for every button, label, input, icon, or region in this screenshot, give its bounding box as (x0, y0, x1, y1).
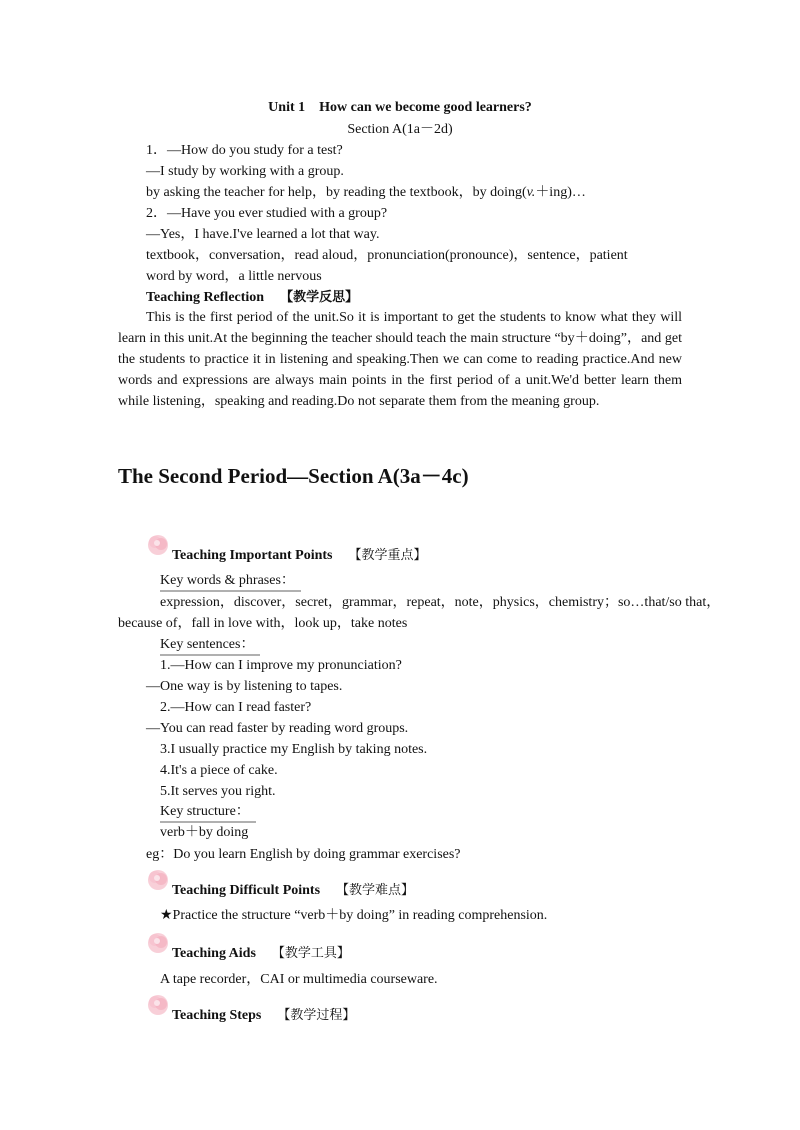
difficult-points-title: Teaching Difficult Points (172, 883, 321, 898)
key-words-line2: because of，fall in love with，look up，take notes (118, 616, 408, 631)
sentence-4: 4.It's a piece of cake. (160, 763, 278, 778)
aids-text: A tape recorder，CAI or multimedia courseware. (160, 972, 438, 987)
steps-cn: 【教学过程】 (277, 1008, 356, 1023)
difficult-points-cn: 【教学难点】 (336, 883, 415, 898)
part1-extra-pre: by asking the teacher for help，by reading the textbook，by doing( (146, 185, 527, 200)
key-sentences-label: Key sentences： (160, 636, 260, 656)
part2-answer: —Yes，I have.I've learned a lot that way. (146, 227, 380, 242)
unit-title: Unit 1 How can we become good learners? (268, 100, 532, 115)
important-points-heading (172, 547, 427, 565)
reflection-heading (146, 289, 358, 307)
difficult-points-text: ★Practice the structure “verb＋by doing” in reading comprehension. (160, 908, 548, 923)
key-structure-label: Key structure： (160, 803, 256, 823)
flower-bullet-icon (146, 868, 170, 892)
steps-heading (172, 1007, 355, 1025)
reflection-cn: 【教学反思】 (280, 290, 359, 305)
important-points-cn: 【教学重点】 (348, 548, 427, 563)
reflection-title: Teaching Reflection (146, 290, 265, 305)
part1-extra-italic: v. (526, 185, 536, 200)
part2-question: 2．—Have you ever studied with a group? (146, 206, 388, 221)
key-structure: verb＋by doing (160, 825, 249, 840)
sentence-2-question: 2.—How can I read faster? (160, 700, 312, 715)
sentence-2-answer: —You can read faster by reading word groups. (146, 721, 409, 736)
aids-heading (172, 945, 350, 963)
sentence-3: 3.I usually practice my English by taking notes. (160, 742, 428, 757)
sentence-1-answer: —One way is by listening to tapes. (146, 679, 343, 694)
part1-extra (146, 184, 586, 202)
flower-bullet-icon (146, 931, 170, 955)
part2-words: textbook，conversation，read aloud，pronunciation(pronounce)，sentence，patient (146, 248, 628, 263)
reflection-paragraph: This is the first period of the unit.So it is important to get the students to know what they will learn in this unit.At the beginning the teacher should teach the main structure “by＋doing”，and get the students to practice it in listening and speaking.Then we can come to reading practice.And new words and expressions are always main points in the first period of a unit.We'd better learn them while listening，speaking and reading.Do not separate them from the meaning group. (118, 310, 682, 409)
structure-example: eg：Do you learn English by doing grammar exercises? (146, 847, 461, 862)
section-a-label: Section A(1a－2d) (347, 122, 453, 137)
aids-cn: 【教学工具】 (271, 946, 350, 961)
second-period-title: The Second Period—Section A(3a－4c) (118, 464, 469, 488)
part1-question: 1．—How do you study for a test? (146, 143, 343, 158)
flower-bullet-icon (146, 533, 170, 557)
part1-extra-post: ＋ing)… (535, 185, 586, 200)
key-words-label: Key words & phrases： (160, 572, 301, 592)
part1-answer: —I study by working with a group. (146, 164, 344, 179)
aids-title: Teaching Aids (172, 946, 256, 961)
sentence-5: 5.It serves you right. (160, 784, 276, 799)
part2-words-2: word by word，a little nervous (146, 269, 322, 284)
flower-bullet-icon (146, 993, 170, 1017)
important-points-title: Teaching Important Points (172, 548, 333, 563)
difficult-points-heading (172, 882, 414, 900)
steps-title: Teaching Steps (172, 1008, 262, 1023)
key-words-line1: expression，discover，secret，grammar，repeat，note，physics，chemistry；so…that/so that， (160, 595, 721, 610)
sentence-1-question: 1.—How can I improve my pronunciation? (160, 658, 402, 673)
